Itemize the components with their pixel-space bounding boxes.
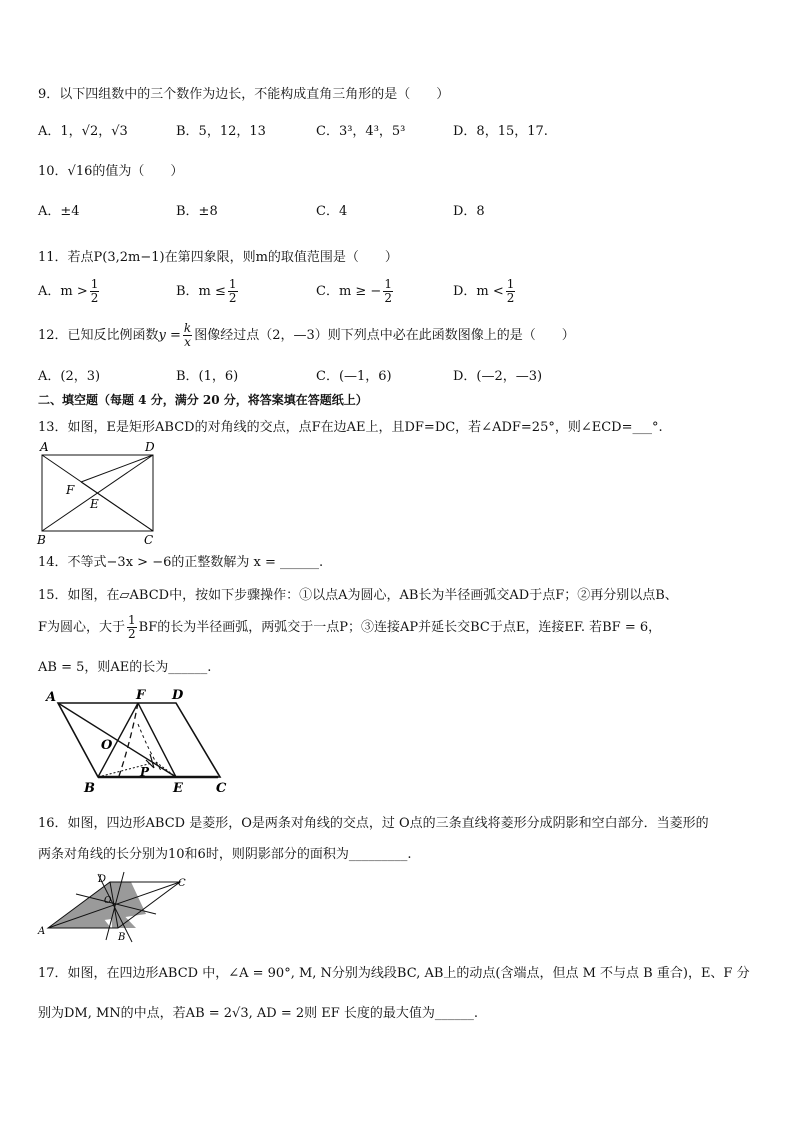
q9-option-a: A．1，√2，√3: [38, 124, 128, 139]
q16-line2: 两条对角线的长分别为10和6时，则阴影部分的面积为_________.: [38, 847, 412, 862]
q16-label-o: O: [104, 896, 112, 906]
q11-option-c: C．m ≥ − $\frac{1}{2}$: [316, 277, 392, 305]
q15-label-b: B: [84, 781, 95, 796]
q15-label-a: A: [46, 690, 57, 705]
q17-line1: 17．如图，在四边形ABCD 中，∠A = 90°, M, N分别为线段BC, AB上的动点(含端点，但点 M 不与点 B 重合)，E、F 分: [38, 966, 750, 981]
q15-label-p: P: [140, 765, 150, 779]
q12-option-c: C．(—1，6): [316, 369, 392, 384]
q12-option-d: D．(—2，—3): [453, 369, 543, 384]
q13-label-d: D: [145, 440, 155, 454]
q11-option-b: B．m ≤ $\frac{1}{2}$: [176, 277, 237, 305]
q13-label-a: A: [40, 440, 49, 454]
q10-option-c: C．4: [316, 204, 348, 219]
q10-option-a: A．±4: [38, 204, 80, 219]
q16-label-c: C: [178, 878, 186, 889]
q16-label-a: A: [38, 926, 46, 937]
q9-option-c: C．3³，4³，5³: [316, 124, 406, 139]
q15-label-o: O: [101, 738, 113, 753]
q10-option-d: D．8: [453, 204, 485, 219]
q13-label-c: C: [144, 533, 154, 547]
q10-stem: 10．√16的值为（ ）: [38, 164, 184, 179]
q13-rectangle-figure: [34, 436, 160, 548]
q15-label-c: C: [216, 781, 227, 796]
q12-option-a: A．(2，3): [38, 369, 101, 384]
q13-label-f: F: [66, 483, 75, 497]
q16-line1: 16．如图，四边形ABCD 是菱形，O是两条对角线的交点，过 O点的三条直线将菱形分成阴影和空白部分．当菱形的: [38, 816, 709, 831]
q11-option-a: A．m > $\frac{1}{2}$: [38, 277, 99, 305]
q15-line3: AB = 5，则AE的长为______.: [38, 660, 212, 675]
q16-label-b: B: [118, 932, 126, 943]
q12-option-b: B．(1，6): [176, 369, 239, 384]
q11-option-d: D．m < $\frac{1}{2}$: [453, 277, 515, 305]
q15-parallelogram-figure: [38, 684, 238, 796]
q12-stem: 12．已知反比例函数y = $\frac{k}{x}$ 图像经过点（2，—3）则下列点中必在此函数图像上的是（ ）: [38, 321, 575, 349]
q15-line1: 15．如图，在▱ABCD中，按如下步骤操作：①以点A为圆心，AB长为半径画弧交AD于点F；②再分别以点B、: [38, 588, 678, 603]
q9-stem: 9．以下四组数中的三个数作为边长，不能构成直角三角形的是（ ）: [38, 87, 450, 102]
q10-option-b: B．±8: [176, 204, 218, 219]
q15-line2: F为圆心，大于 $\frac{1}{2}$ BF的长为半径画弧，两弧交于一点P；③连接AP并延长交BC于点E，连接EF. 若BF = 6，: [38, 613, 662, 641]
q13-label-b: B: [37, 533, 46, 547]
q13-label-e: E: [90, 497, 99, 511]
q9-option-d: D．8，15，17.: [453, 124, 548, 139]
q13-stem: 13．如图，E是矩形ABCD的对角线的交点，点F在边AE上，且DF=DC，若∠ADF=25°，则∠ECD=___°.: [38, 420, 663, 435]
q15-label-e: E: [173, 781, 183, 796]
q16-rhombus-figure: [36, 868, 196, 948]
q15-label-d: D: [172, 688, 184, 703]
q16-label-d: D: [98, 874, 107, 885]
q14-stem: 14．不等式−3x > −6的正整数解为 x = ______.: [38, 555, 324, 570]
q9-option-b: B．5，12，13: [176, 124, 266, 139]
section-fill-in-blank-header: 二、填空题（每题 4 分，满分 20 分，将答案填在答题纸上）: [38, 393, 368, 407]
q15-label-f: F: [136, 688, 146, 703]
q11-stem: 11．若点P(3,2m−1)在第四象限，则m的取值范围是（ ）: [38, 250, 398, 265]
q17-line2: 别为DM, MN的中点，若AB = 2√3, AD = 2则 EF 长度的最大值为______.: [38, 1006, 479, 1021]
